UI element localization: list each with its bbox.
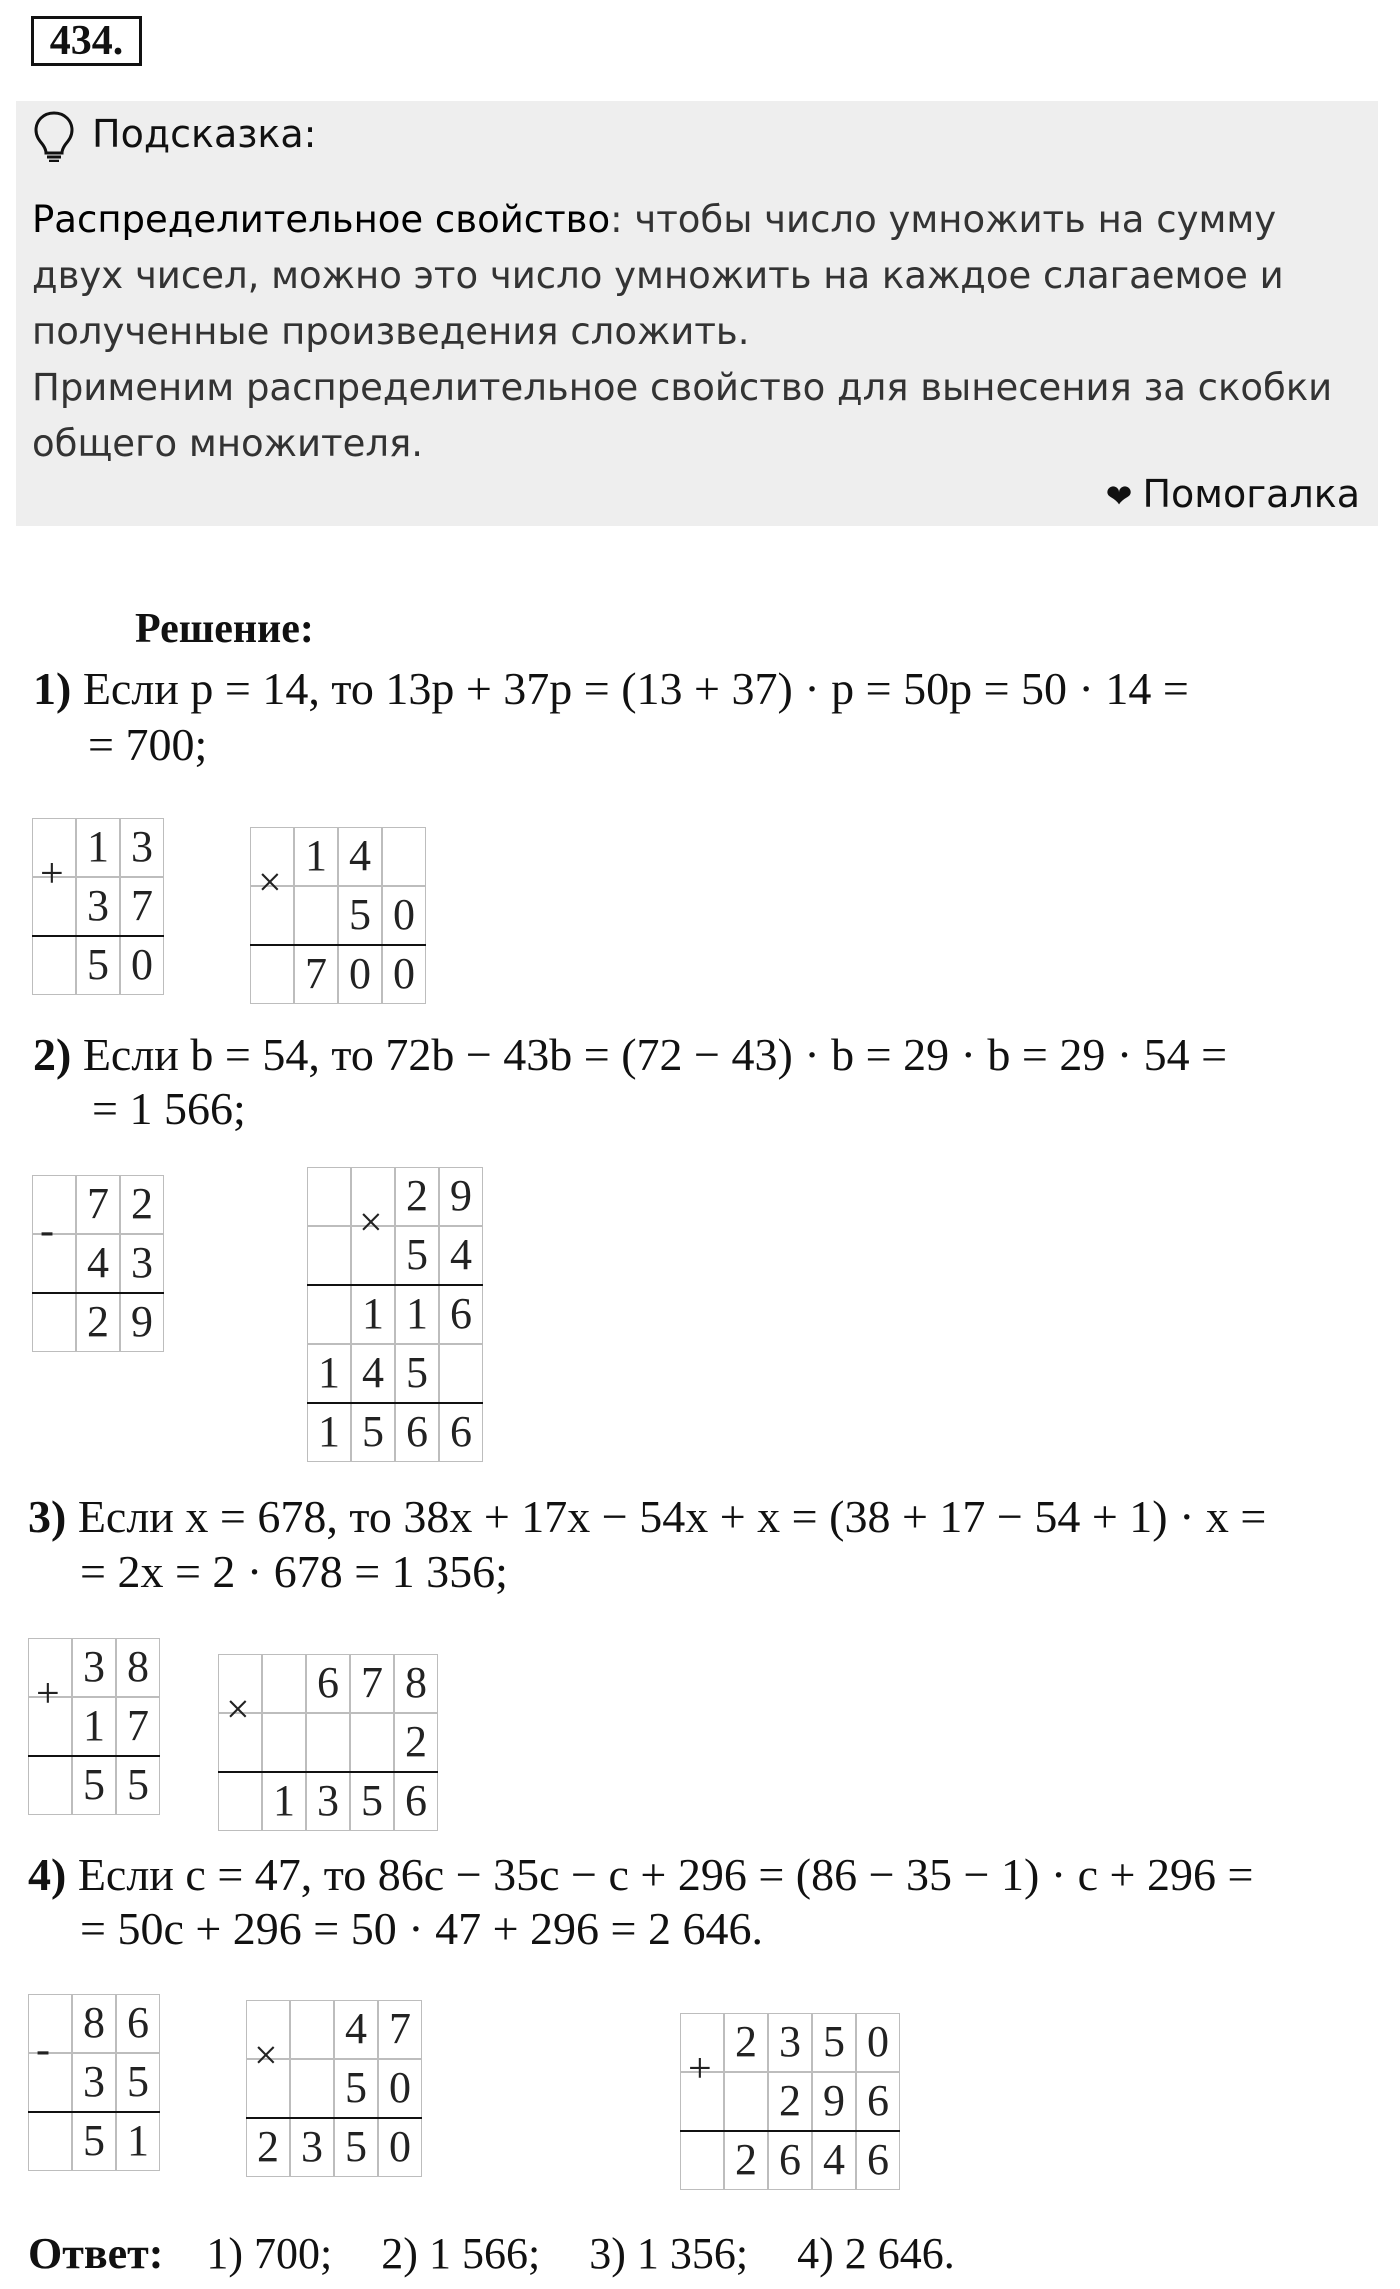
item-4-line-1: [28, 1848, 1253, 1901]
empty-cell: [32, 1234, 76, 1293]
column-multiplication-2: [307, 1167, 483, 1462]
answer-value-2: 2) 1 566;: [381, 2229, 541, 2278]
digit-cell: 5: [116, 1756, 160, 1815]
digit-cell: 6: [116, 1994, 160, 2053]
digit-cell: 3: [72, 1638, 116, 1697]
hint-application: Применим распределительное свойство для вынесения за скобки общего множителя.: [32, 366, 1333, 465]
column-subtraction-4: [28, 1994, 160, 2171]
item-2-line-2: = 1 566;: [92, 1083, 246, 1134]
digit-cell: 2: [394, 1713, 438, 1772]
hint-term: Распределительное свойство: [32, 198, 611, 241]
digit-cell: 8: [116, 1638, 160, 1697]
digit-cell: 3: [306, 1772, 350, 1831]
plus-sign: +: [688, 2046, 712, 2093]
digit-cell: 4: [334, 2000, 378, 2059]
digit-cell: 2: [120, 1175, 164, 1234]
plus-sign: +: [36, 1671, 60, 1718]
result-rule: [28, 2111, 160, 2113]
digit-cell: 4: [812, 2131, 856, 2190]
digit-cell: 2: [395, 1167, 439, 1226]
digit-cell: 8: [394, 1654, 438, 1713]
item-1-expression: Если p = 14, то 13p + 37p = (13 + 37) · p = 50p = 50 · 14 =: [82, 663, 1189, 714]
digit-cell: 3: [72, 2053, 116, 2112]
digit-cell: 4: [338, 827, 382, 886]
digit-cell: 5: [116, 2053, 160, 2112]
empty-cell: [307, 1167, 351, 1226]
digit-cell: 3: [120, 1234, 164, 1293]
minus-sign: -: [40, 1208, 54, 1255]
digit-cell: 9: [812, 2072, 856, 2131]
empty-cell: [290, 2000, 334, 2059]
digit-cell: 4: [351, 1344, 395, 1403]
digit-cell: 5: [76, 936, 120, 995]
solution-heading: Решение:: [135, 606, 314, 652]
digit-cell: 1: [307, 1344, 351, 1403]
empty-cell: [28, 2053, 72, 2112]
item-4-label: 4): [28, 1849, 67, 1900]
digit-cell: 9: [120, 1293, 164, 1352]
result-rule: [32, 1292, 164, 1294]
digit-cell: 7: [378, 2000, 422, 2059]
empty-cell: [28, 2112, 72, 2171]
column-addition-1: [32, 818, 164, 995]
digit-cell: 5: [334, 2118, 378, 2177]
minus-sign: -: [36, 2027, 50, 2074]
digit-cell: 3: [290, 2118, 334, 2177]
result-rule: [307, 1284, 483, 1286]
digit-cell: 6: [439, 1285, 483, 1344]
lightbulb-icon: [31, 110, 77, 162]
empty-cell: [262, 1713, 306, 1772]
digit-cell: 5: [72, 2112, 116, 2171]
item-2-expression: Если b = 54, то 72b − 43b = (72 − 43) · b = 29 · b = 29 · 54 =: [82, 1029, 1228, 1080]
digit-cell: 2: [768, 2072, 812, 2131]
empty-cell: [307, 1226, 351, 1285]
item-2-line-1: [33, 1028, 1227, 1081]
result-rule: [28, 1755, 160, 1757]
digit-cell: 9: [439, 1167, 483, 1226]
hint-title: Подсказка:: [92, 112, 317, 156]
empty-cell: [32, 1293, 76, 1352]
empty-cell: [307, 1285, 351, 1344]
digit-cell: 1: [262, 1772, 306, 1831]
digit-cell: 3: [120, 818, 164, 877]
item-3-line-1: [28, 1490, 1266, 1543]
item-1-label: 1): [33, 663, 72, 714]
empty-cell: [262, 1654, 306, 1713]
empty-cell: [290, 2059, 334, 2118]
answer-line: [28, 2228, 993, 2279]
empty-cell: [350, 1713, 394, 1772]
digit-cell: 6: [395, 1403, 439, 1462]
digit-cell: 0: [338, 945, 382, 1004]
digit-cell: 0: [378, 2059, 422, 2118]
digit-cell: 2: [246, 2118, 290, 2177]
item-4-line-2: = 50c + 296 = 50 · 47 + 296 = 2 646.: [80, 1903, 763, 1954]
empty-cell: [724, 2072, 768, 2131]
brand-text: Помогалка: [1142, 472, 1360, 516]
digit-cell: 1: [116, 2112, 160, 2171]
task-number: 434.: [31, 16, 142, 66]
item-2-label: 2): [33, 1029, 72, 1080]
digit-cell: 0: [120, 936, 164, 995]
empty-cell: [32, 1175, 76, 1234]
column-addition-4: [680, 2013, 900, 2190]
item-1-line-2: = 700;: [88, 719, 208, 770]
empty-cell: [28, 1994, 72, 2053]
column-multiplication-4: [246, 2000, 422, 2177]
digit-cell: 1: [294, 827, 338, 886]
item-1-line-1: [33, 662, 1189, 715]
plus-sign: +: [40, 851, 64, 898]
digit-cell: 5: [338, 886, 382, 945]
digit-cell: 6: [306, 1654, 350, 1713]
digit-cell: 7: [120, 877, 164, 936]
digit-cell: 0: [382, 886, 426, 945]
item-4-expression: Если c = 47, то 86c − 35c − c + 296 = (86 − 35 − 1) · c + 296 =: [77, 1849, 1254, 1900]
column-addition-3: [28, 1638, 160, 1815]
empty-cell: [439, 1344, 483, 1403]
item-3-line-2: = 2x = 2 · 678 = 1 356;: [80, 1546, 508, 1597]
digit-cell: 5: [350, 1772, 394, 1831]
digit-cell: 2: [76, 1293, 120, 1352]
item-3-label: 3): [28, 1491, 67, 1542]
digit-cell: 6: [768, 2131, 812, 2190]
hint-body: [32, 192, 1362, 472]
item-3-expression: Если x = 678, то 38x + 17x − 54x + x = (38 + 17 − 54 + 1) · x =: [77, 1491, 1267, 1542]
digit-cell: 6: [439, 1403, 483, 1462]
digit-cell: 1: [395, 1285, 439, 1344]
empty-cell: [32, 936, 76, 995]
empty-cell: [382, 827, 426, 886]
answer-label: Ответ:: [28, 2229, 164, 2278]
digit-cell: 5: [395, 1344, 439, 1403]
result-rule: [246, 2117, 422, 2119]
multiply-sign: ×: [254, 2033, 278, 2080]
digit-cell: 0: [382, 945, 426, 1004]
column-multiplication-3: [218, 1654, 438, 1831]
brand-label: [1106, 472, 1360, 516]
result-rule: [680, 2130, 900, 2132]
digit-cell: 0: [378, 2118, 422, 2177]
digit-cell: 7: [76, 1175, 120, 1234]
multiply-sign: ×: [258, 860, 282, 907]
heart-icon: ❤: [1105, 477, 1133, 515]
result-rule: [218, 1771, 438, 1773]
digit-cell: 8: [72, 1994, 116, 2053]
digit-cell: 2: [724, 2013, 768, 2072]
digit-cell: 4: [76, 1234, 120, 1293]
empty-cell: [218, 1772, 262, 1831]
digit-cell: 6: [394, 1772, 438, 1831]
empty-cell: [250, 945, 294, 1004]
digit-cell: 5: [395, 1226, 439, 1285]
digit-cell: 1: [76, 818, 120, 877]
digit-cell: 4: [439, 1226, 483, 1285]
empty-cell: [680, 2131, 724, 2190]
digit-cell: 6: [856, 2072, 900, 2131]
empty-cell: [306, 1713, 350, 1772]
multiply-sign: ×: [226, 1687, 250, 1734]
hint-definition: : чтобы число умножить на сумму двух чисел, можно это число умножить на каждое слагаемое и полученные произведения сложить.: [32, 198, 1284, 353]
column-multiplication-1: [250, 827, 426, 1004]
empty-cell: [28, 1756, 72, 1815]
digit-cell: 5: [72, 1756, 116, 1815]
digit-cell: 6: [856, 2131, 900, 2190]
answer-value-1: 1) 700;: [206, 2229, 333, 2278]
column-subtraction-2: [32, 1175, 164, 1352]
empty-cell: [294, 886, 338, 945]
digit-cell: 5: [812, 2013, 856, 2072]
multiply-sign: ×: [359, 1200, 383, 1247]
answer-value-4: 4) 2 646.: [797, 2229, 955, 2278]
digit-cell: 3: [76, 877, 120, 936]
digit-cell: 1: [307, 1403, 351, 1462]
digit-cell: 5: [334, 2059, 378, 2118]
digit-cell: 3: [768, 2013, 812, 2072]
digit-cell: 0: [856, 2013, 900, 2072]
digit-cell: 2: [724, 2131, 768, 2190]
result-rule: [32, 935, 164, 937]
result-rule: [307, 1402, 483, 1404]
answer-value-3: 3) 1 356;: [589, 2229, 749, 2278]
result-rule: [250, 944, 426, 946]
digit-cell: 7: [350, 1654, 394, 1713]
digit-cell: 1: [351, 1285, 395, 1344]
digit-cell: 7: [116, 1697, 160, 1756]
digit-cell: 7: [294, 945, 338, 1004]
digit-cell: 1: [72, 1697, 116, 1756]
digit-cell: 5: [351, 1403, 395, 1462]
